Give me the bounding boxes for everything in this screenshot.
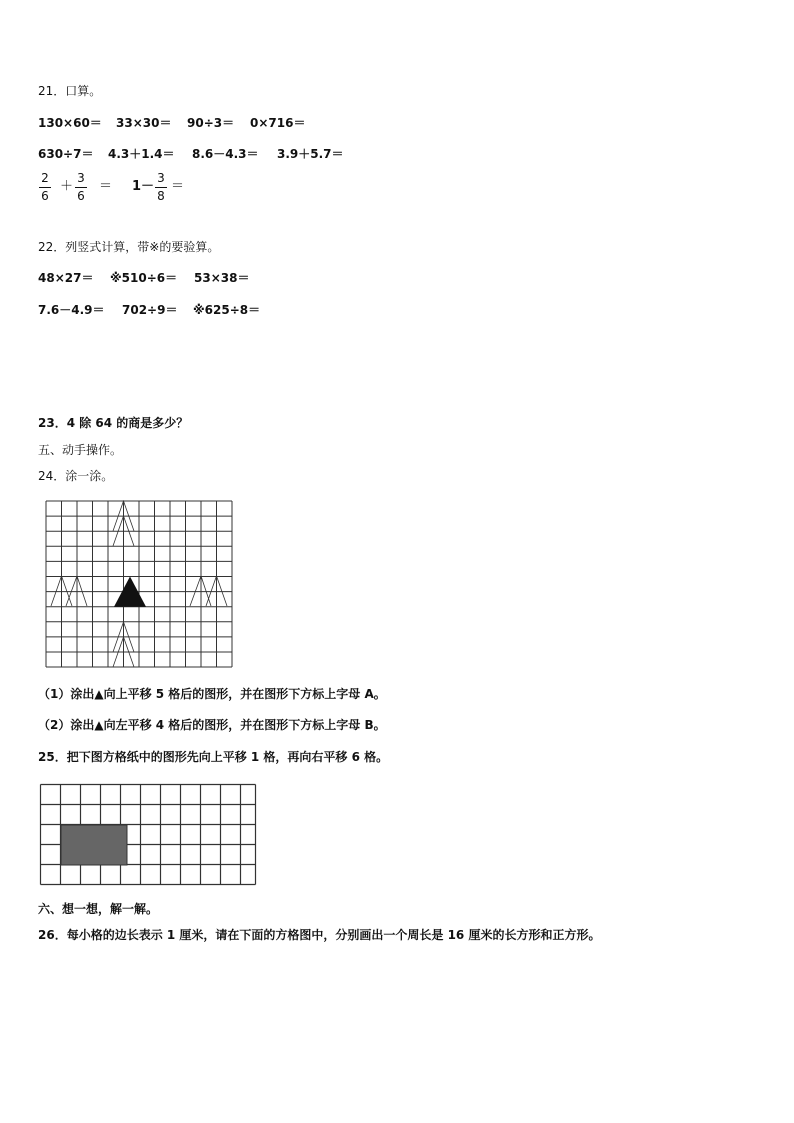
q24-sub1: （1）涂出▲向上平移 5 格后的图形，并在图形下方标上字母 A。 [38,687,386,701]
gray-rectangle-shape [61,825,127,865]
q21-r2-c3: 8.6－4.3＝ [192,147,259,161]
outline-shape-top [113,501,134,546]
outline-shape-right [190,576,227,606]
fraction-denominator: 6 [41,189,49,203]
q22-title: 22．列竖式计算，带※的要验算。 [38,240,220,254]
fraction-numerator: 2 [41,171,49,185]
fraction-denominator: 8 [157,189,165,203]
fraction-bar [39,187,51,188]
q22-r2-c1: 7.6－4.9＝ [38,303,105,317]
q21-title: 21．口算。 [38,84,102,98]
fraction-3-6 [75,172,87,203]
plus-sign: ＋ [60,179,74,194]
one-minus: 1－ [132,179,155,194]
q24-title: 24．涂一涂。 [38,469,114,483]
q25-title: 25．把下图方格纸中的图形先向上平移 1 格，再向右平移 6 格。 [38,750,389,764]
section6-title: 六、想一想，解一解。 [38,902,159,916]
q21-r1-c1: 130×60＝ [38,116,102,130]
q22-r2-c2: 702÷9＝ [122,303,178,317]
outline-shape-bottom [113,622,134,667]
q23-title: 23．4 除 64 的商是多少？ [38,416,189,430]
fraction-2-6 [39,172,51,203]
fraction-numerator: 3 [77,171,85,185]
fraction-bar [75,187,87,188]
q26-title: 26．每小格的边长表示 1 厘米，请在下面的方格图中，分别画出一个周长是 16 厘米的长方形和正方形。 [38,928,601,942]
q24-grid-figure [44,500,236,670]
q24-sub2: （2）涂出▲向左平移 4 格后的图形，并在图形下方标上字母 B。 [38,718,386,732]
q21-r2-c2: 4.3＋1.4＝ [108,147,175,161]
q22-r2-c3: ※625÷8＝ [193,303,261,317]
q22-r1-c2: ※510÷6＝ [110,271,178,285]
q22-r1-c1: 48×27＝ [38,271,94,285]
fraction-denominator: 6 [77,189,85,203]
fraction-3-8 [155,172,167,203]
section5-title: 五、动手操作。 [38,443,123,457]
q21-r2-c4: 3.9＋5.7＝ [277,147,344,161]
q21-r1-c4: 0×716＝ [250,116,306,130]
q21-r1-c2: 33×30＝ [116,116,172,130]
outline-shape-left [51,576,87,606]
fraction-bar [155,187,167,188]
q21-r2-c1: 630÷7＝ [38,147,94,161]
fraction-numerator: 3 [157,171,165,185]
equals-sign: ＝ [99,179,113,194]
q21-r1-c3: 90÷3＝ [187,116,235,130]
equals-sign: ＝ [171,179,185,194]
q25-grid-figure [39,783,259,887]
q22-r1-c3: 53×38＝ [194,271,250,285]
